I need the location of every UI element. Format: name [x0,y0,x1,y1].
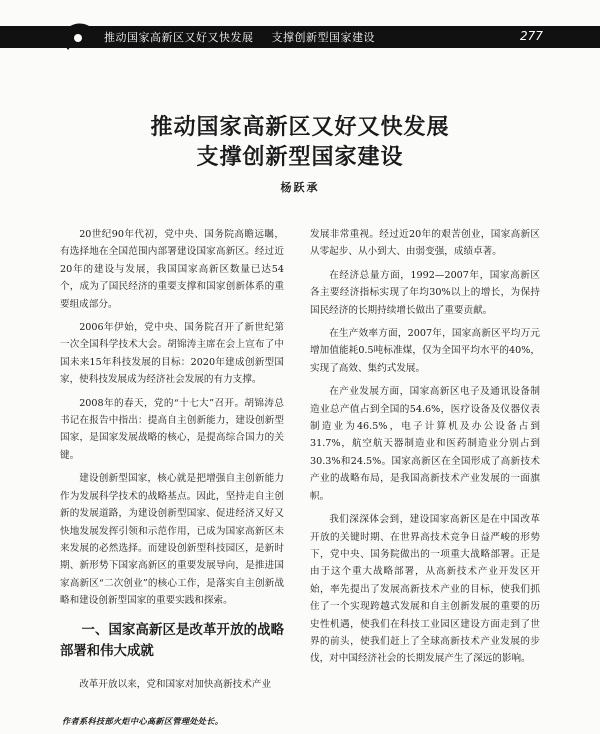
running-header-right: 支撑创新型国家建设 [271,31,375,44]
author-footnote: 作者系科技部火炬中心高新区管理处处长。 [62,716,224,726]
page-number: 277 [520,29,543,43]
left-column [60,226,284,699]
article-title-line1: 推动国家高新区又好又快发展 [150,114,450,140]
journal-logo-icon [56,18,96,54]
paragraph: 在经济总量方面，1992—2007年，国家高新区各主要经济指标实现了年均30%以上的增长，为保持国民经济的长期持续增长做出了重要贡献。 [310,269,540,316]
right-column [310,226,540,674]
paragraph: 2006年伊始，党中央、国务院召开了新世纪第一次全国科学技术大会。胡锦涛主席在会上宣布了中国未来15年科技发展的目标：2020年建成创新型国家，使科技发展成为经济社会发展的有力支撑。 [60,322,284,386]
article-title-line2: 支撑创新型国家建设 [196,144,404,170]
paragraph: 建设创新型国家，核心就是把增强自主创新能力作为发展科学技术的战略基点。因此，坚持走自主创新的发展道路，为建设创新型国家、促进经济又好又快地发展发挥引领和示范作用，已成为国家高新区未来发展的必然选择。而建设创新型科技园区，是新时期、新形势下国家高新区的重要发展导向，是推进国家高新区“二次创业”的核心工作，是落实自主创新战略和建设创新型国家的重要实践和探索。 [60,473,284,607]
paragraph: 20世纪90年代初，党中央、国务院高瞻远瞩，有选择地在全国范围内部署建设国家高新区。经过近20年的建设与发展，我国国家高新区数量已达54个，成为了国民经济的重要支撑和国家创新体系的重要组成部分。 [60,229,284,310]
running-header-title [104,29,389,45]
paragraph: 在生产效率方面，2007年，国家高新区平均万元增加值能耗0.5吨标准煤，仅为全国平均水平的40%，实现了高效、集约式发展。 [310,328,540,374]
paragraph: 2008年的春天，党的“十七大”召开。胡锦涛总书记在报告中指出：提高自主创新能力，建设创新型国家，是国家发展战略的核心，是提高综合国力的关键。 [60,397,284,461]
paragraph: 在产业发展方面，国家高新区电子及通讯设备制造业总产值占到全国的54.6%，医疗设备及仪器仪表制造业为46.5%，电子计算机及办公设备占到31.7%，航空航天器制造业和医药制造业分别占到30.3%和24.5%。国家高新区在全国形成了高新技术产业的战略布局，是我国高新技术产业发展的一面旗帜。 [310,386,540,502]
section-heading: 一、国家高新区是改革开放的战略部署和伟大成就 [60,622,284,659]
running-header-left: 推动国家高新区又好又快发展 [104,31,254,44]
paragraph-continued: 发展非常重视。经过近20年的艰苦创业，国家高新区从零起步、从小到大、由弱变强，成绩卓著。 [310,229,540,258]
paragraph: 改革开放以来，党和国家对加快高新技术产业 [79,678,272,690]
paragraph: 我们深深体会到，建设国家高新区是在中国改革开放的关键时期、在世界高技术竞争日益严峻的形势下，党中央、国务院做出的一项重大战略部署。正是由于这个重大战略部署，从高新技术产业开发区开始，率先提出了发展高新技术产业的目标，使我们抓住了一个实现跨越式发展和自主创新发展的重要的历史性机遇，使我们在科技工业园区建设方面走到了世界的前头，使我们赶上了全球高新技术产业发展的步伐，对中国经济社会的长期发展产生了深远的影响。 [310,514,540,665]
article-author: 杨跃承 [280,181,320,194]
